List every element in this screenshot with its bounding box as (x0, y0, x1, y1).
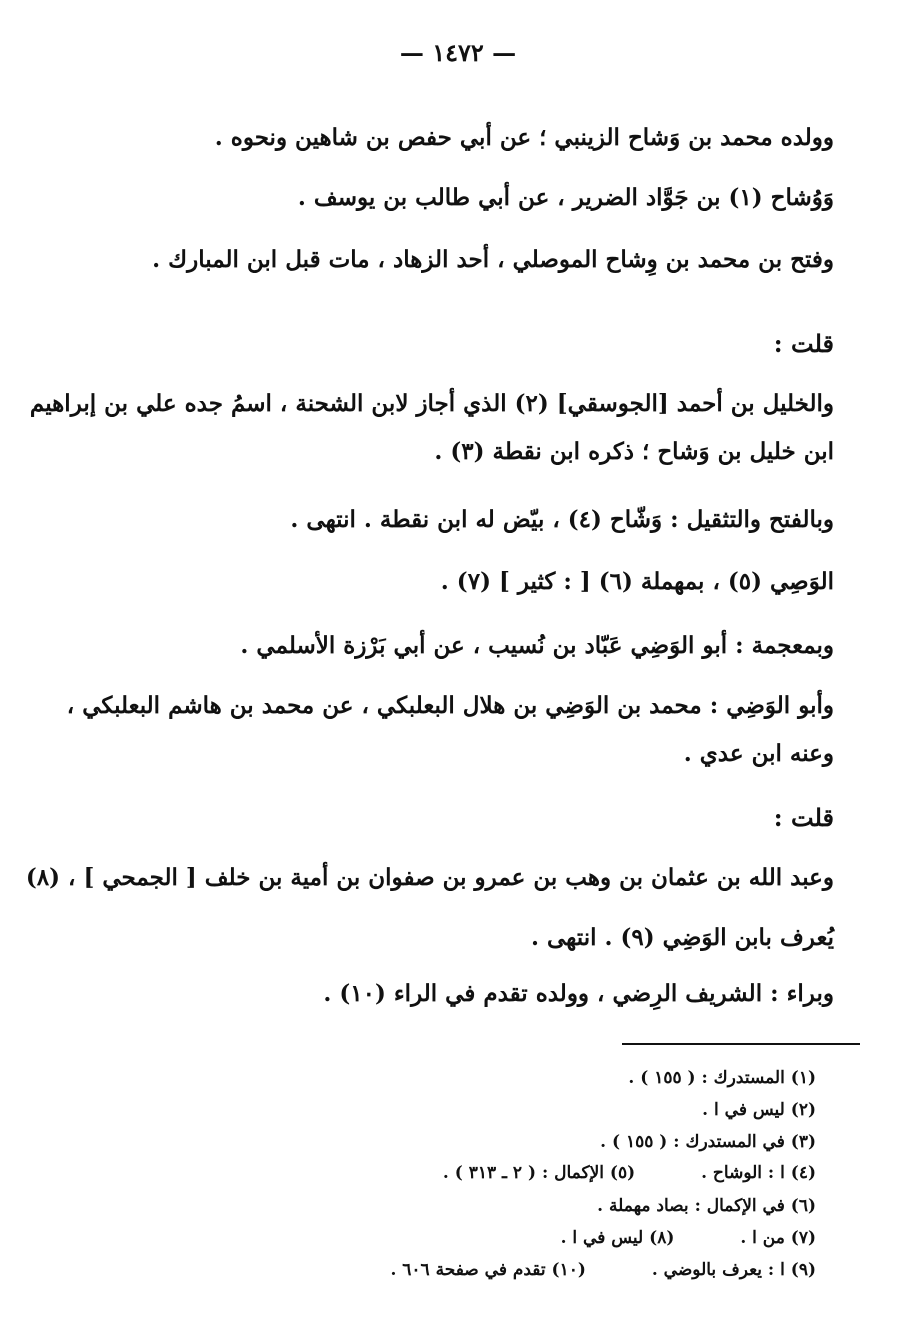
footnote-row (561, 1228, 816, 1248)
footnote: (٤) ا : الوشاح . (701, 1163, 816, 1183)
text-line: وبراء : الشريف الرِضي ، وولده تقدم في الراء (١٠) . (323, 980, 834, 1007)
text-line: وعبد الله بن عثمان بن وهب بن عمرو بن صفوان بن أمية بن خلف [ الجمحي ] ، (٨) (25, 864, 834, 891)
page-number: — ١٤٧٢ — (399, 38, 517, 67)
footnote: (٢) ليس في ا . (702, 1100, 816, 1120)
text-line: وبالفتح والتثقيل : وَشّاح (٤) ، بيّض له ابن نقطة . انتهى . (290, 506, 834, 533)
text-line: وولده محمد بن وَشاح الزينبي ؛ عن أبي حفص بن شاهين ونحوه . (214, 124, 834, 151)
footnote-separator (622, 1043, 860, 1045)
text-line: وَوُشاح (١) بن جَوَّاد الضرير ، عن أبي طالب بن يوسف . (297, 184, 834, 211)
text-line: وبمعجمة : أبو الوَضِي عَبّاد بن نُسيب ، عن أبي بَرْزة الأسلمي . (240, 632, 834, 659)
footnote: (٧) من ا . (740, 1228, 816, 1248)
text-line: وعنه ابن عدي . (683, 740, 834, 767)
section-heading: قلت : (773, 803, 834, 832)
footnote: (١٠) تقدم في صفحة ٦٠٦ . (390, 1260, 586, 1280)
section-heading: قلت : (773, 329, 834, 358)
footnote: (١) المستدرك : ( ١٥٥ ) . (628, 1068, 816, 1088)
text-line: الوَصِي (٥) ، بمهملة (٦) [ : كثير ] (٧) . (440, 568, 834, 595)
footnote-row (390, 1260, 816, 1280)
footnote: (٩) ا : يعرف بالوضي . (651, 1260, 816, 1280)
footnote: (٣) في المستدرك : ( ١٥٥ ) . (600, 1132, 816, 1152)
text-line: وأبو الوَضِي : محمد بن الوَضِي بن هلال البعلبكي ، عن محمد بن هاشم البعلبكي ، (66, 692, 834, 719)
footnote-row (443, 1163, 816, 1183)
footnote: (٦) في الإكمال : بصاد مهملة . (597, 1196, 816, 1216)
footnote: (٨) ليس في ا . (560, 1228, 675, 1248)
text-line: يُعرف بابن الوَضِي (٩) . انتهى . (530, 924, 834, 951)
text-line: وفتح بن محمد بن وِشاح الموصلي ، أحد الزهاد ، مات قبل ابن المبارك . (152, 246, 834, 273)
text-line: والخليل بن أحمد [الجوسقي] (٢) الذي أجاز لابن الشحنة ، اسمُ جده علي بن إبراهيم (29, 390, 834, 417)
text-line: ابن خليل بن وَشاح ؛ ذكره ابن نقطة (٣) . (434, 438, 834, 465)
footnote: (٥) الإكمال : ( ٢ ـ ٣١٣ ) . (442, 1163, 636, 1183)
